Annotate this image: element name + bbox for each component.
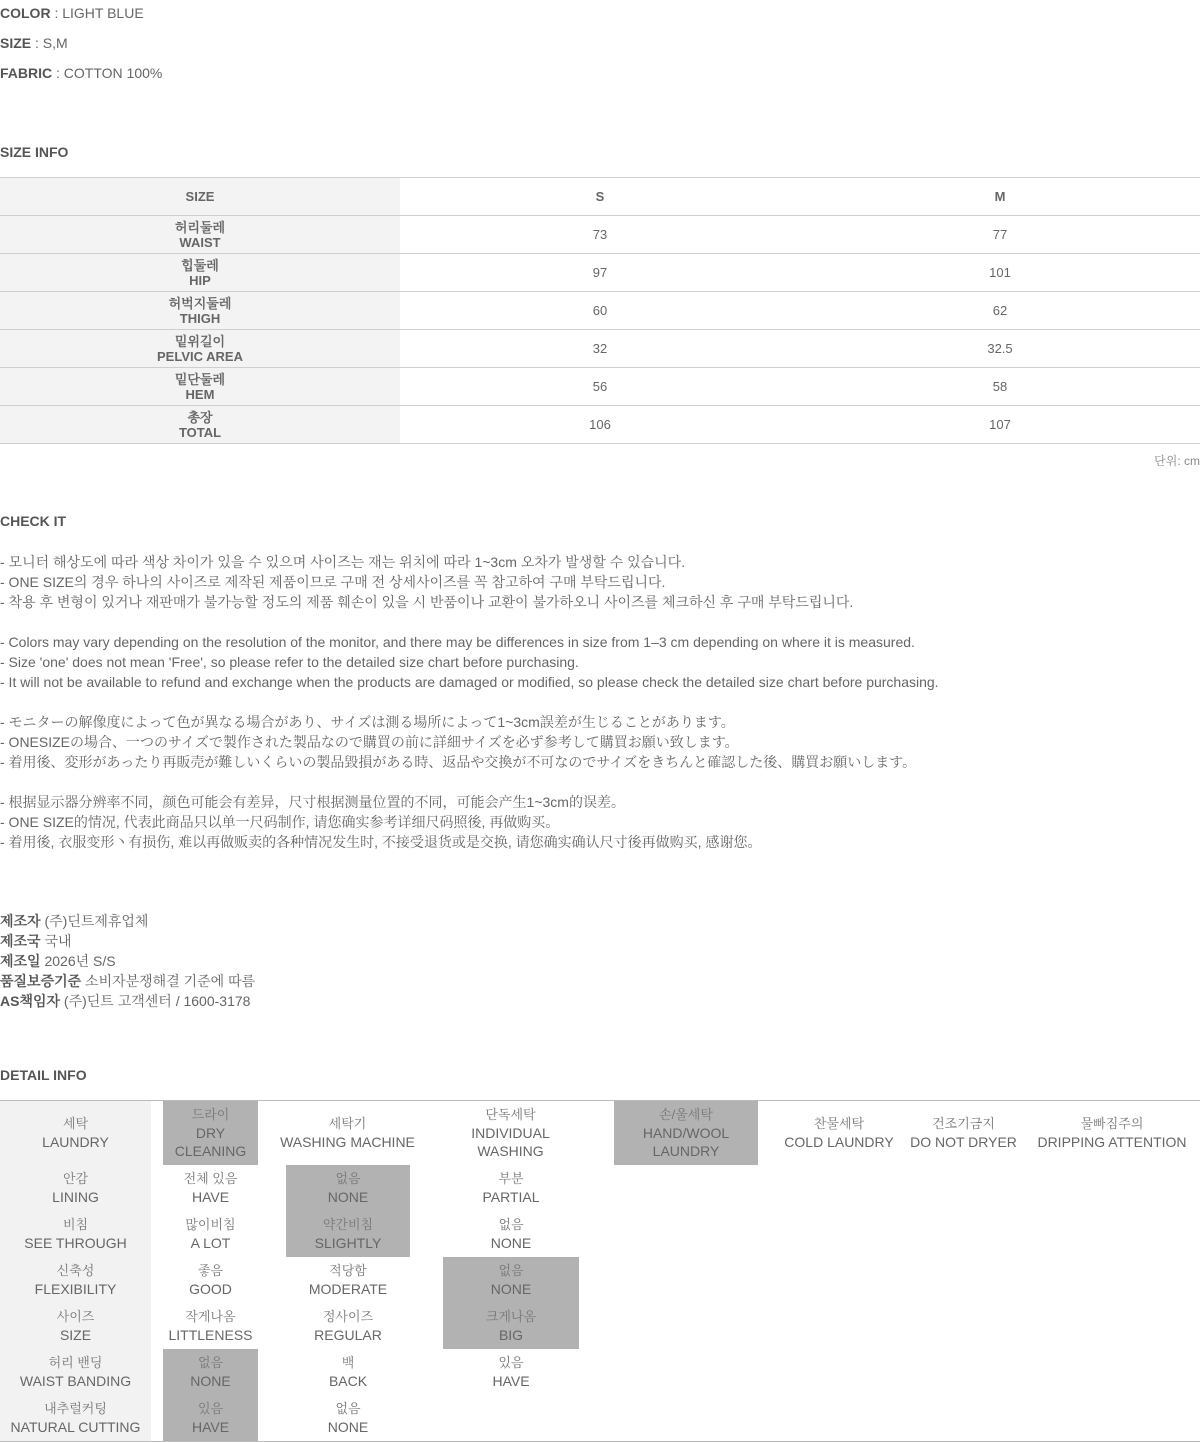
option-en: GOOD <box>189 1281 232 1297</box>
option-en: DRY CLEANING <box>174 1125 247 1159</box>
spec-size <box>0 35 68 51</box>
row-label-en: TOTAL <box>178 424 222 440</box>
detail-row-label <box>0 1349 151 1395</box>
option-ko: 부분 <box>498 1171 524 1186</box>
detail-label-ko: 세탁 <box>62 1116 89 1131</box>
option-en: BIG <box>498 1327 524 1343</box>
option-ko: 크게나옴 <box>485 1309 537 1324</box>
spec-label: COLOR <box>0 5 51 21</box>
row-label-en: HIP <box>189 272 211 288</box>
option-en: DRIPPING ATTENTION <box>1037 1134 1187 1150</box>
table-row <box>0 216 1200 254</box>
option-ko: 많이비침 <box>185 1217 236 1232</box>
row-label <box>0 330 400 368</box>
detail-row-label <box>0 1395 151 1441</box>
detail-row-label <box>0 1257 151 1303</box>
row-label-ko: 총장 <box>187 409 213 425</box>
note-line: - 着用後、変形があったり再販売が難しいくらいの製品毀損がある時、返品や交換が不可なのでサイズをきちんと確認した後、購買お願いします。 <box>0 754 917 770</box>
option-ko: 손/울세탁 <box>659 1107 713 1122</box>
option-en: LITTLENESS <box>168 1327 253 1343</box>
option-en: A LOT <box>190 1235 231 1251</box>
manufacturer-line <box>0 911 255 931</box>
row-label-ko: 힙둘레 <box>181 257 219 273</box>
check-it-title: CHECK IT <box>0 513 67 529</box>
option-en: COLD LAUNDRY <box>784 1134 894 1150</box>
option-ko: 정사이즈 <box>322 1309 374 1324</box>
manufacturer-label: AS책임자 <box>0 993 61 1009</box>
option-ko: 약간비침 <box>322 1217 374 1232</box>
table-cell: 107 <box>800 406 1200 444</box>
detail-row-label <box>0 1101 151 1165</box>
option-ko: 물빠짐주의 <box>1080 1116 1144 1131</box>
manufacturer-value: 소비자분쟁해결 기준에 따름 <box>81 973 256 989</box>
table-cell: 97 <box>400 254 800 292</box>
spec-fabric <box>0 65 162 81</box>
note-line: - モニターの解像度によって色が異なる場合があり、サイズは測る場所によって1~3cm誤差が生じることがあります。 <box>0 714 735 730</box>
detail-label-en: LAUNDRY <box>42 1134 109 1150</box>
detail-option-selected <box>286 1165 410 1211</box>
option-en: PARTIAL <box>482 1189 540 1205</box>
note-line: - Size 'one' does not mean 'Free', so please refer to the detailed size chart before purchasing. <box>0 654 579 670</box>
detail-option <box>443 1211 579 1257</box>
detail-option <box>1030 1101 1194 1165</box>
row-label-ko: 밑단둘레 <box>174 371 226 387</box>
unit-note: 단위: cm <box>1154 454 1200 468</box>
table-row <box>0 254 1200 292</box>
option-ko: 없음 <box>335 1171 361 1186</box>
option-ko: 단독세탁 <box>485 1107 536 1122</box>
option-en: BACK <box>328 1373 368 1389</box>
option-en: DO NOT DRYER <box>910 1134 1017 1150</box>
spec-value: : S,M <box>31 35 68 51</box>
table-cell: 73 <box>400 216 800 254</box>
detail-option <box>286 1303 410 1349</box>
manufacturer-line <box>0 951 255 971</box>
detail-option-selected <box>286 1211 410 1257</box>
note-line: - ONE SIZE的情况, 代表此商品只以单一尺码制作, 请您确实参考详细尺码照後, 再做购买。 <box>0 814 560 830</box>
spec-value: : COTTON 100% <box>52 65 163 81</box>
note-line: - 착용 후 변형이 있거나 재판매가 불가능할 정도의 제품 훼손이 있을 시 반품이나 교환이 불가하오니 사이즈를 체크하신 후 구매 부탁드립니다. <box>0 594 854 610</box>
detail-row-label <box>0 1211 151 1257</box>
note-line: - ONESIZEの場合、一つのサイズで製作された製品なので購買の前に詳細サイズを必ず参考して購買お願い致します。 <box>0 734 739 750</box>
option-en: NONE <box>490 1281 532 1297</box>
option-ko: 있음 <box>197 1401 224 1416</box>
detail-option <box>163 1211 258 1257</box>
option-ko: 없음 <box>498 1263 524 1278</box>
manufacturer-value: 국내 <box>40 933 72 949</box>
option-en: NONE <box>190 1373 231 1389</box>
option-en: HAVE <box>492 1373 530 1389</box>
option-en: NONE <box>490 1235 532 1251</box>
note-line: - It will not be available to refund and exchange when the products are damaged or modified, so please check the detailed size chart before purchasing. <box>0 674 939 690</box>
check-it-notes <box>0 552 939 852</box>
option-ko: 없음 <box>498 1217 524 1232</box>
detail-option <box>775 1101 903 1165</box>
option-en: HAND/WOOL LAUNDRY <box>642 1125 730 1159</box>
table-cell: 106 <box>400 406 800 444</box>
note-line: - ONE SIZE의 경우 하나의 사이즈로 제작된 제품이므로 구매 전 상세사이즈를 꼭 참고하여 구매 부탁드립니다. <box>0 574 666 590</box>
detail-option <box>163 1303 258 1349</box>
table-cell: 101 <box>800 254 1200 292</box>
manufacturer-info <box>0 911 255 1011</box>
detail-label-ko: 허리 밴딩 <box>48 1355 103 1370</box>
option-en: HAVE <box>191 1189 230 1205</box>
manufacturer-value: 2026년 S/S <box>40 953 116 969</box>
option-ko: 전체 있음 <box>183 1171 238 1186</box>
option-en: INDIVIDUAL WASHING <box>471 1125 550 1159</box>
manufacturer-line <box>0 971 255 991</box>
note-line: - 着用後, 衣服变形丶有损伤, 难以再做贩卖的各种情况发生时, 不接受退货或是交换, 请您确实确认尺寸後再做购买, 感谢您。 <box>0 834 762 850</box>
option-en: NONE <box>327 1419 369 1435</box>
detail-option <box>903 1101 1024 1165</box>
detail-label-ko: 신축성 <box>56 1263 95 1278</box>
option-en: MODERATE <box>308 1281 388 1297</box>
option-en: HAVE <box>191 1419 230 1435</box>
option-ko: 작게나옴 <box>185 1309 236 1324</box>
size-table-header <box>0 178 1200 216</box>
table-cell: 62 <box>800 292 1200 330</box>
manufacturer-line <box>0 931 255 951</box>
size-header-label: SIZE <box>0 178 400 216</box>
detail-option-selected <box>443 1257 579 1303</box>
detail-label-ko: 안감 <box>62 1171 89 1186</box>
detail-option-selected <box>614 1101 758 1165</box>
row-label-en: PELVIC AREA <box>157 348 243 364</box>
option-en: SLIGHTLY <box>314 1235 382 1251</box>
size-header-m: M <box>800 178 1200 216</box>
detail-option <box>163 1257 258 1303</box>
option-en: WASHING MACHINE <box>280 1134 415 1150</box>
detail-option <box>443 1349 579 1395</box>
table-cell: 32 <box>400 330 800 368</box>
row-label-ko: 허벅지둘레 <box>168 295 232 311</box>
detail-option-selected <box>163 1101 258 1165</box>
size-info-title: SIZE INFO <box>0 144 69 160</box>
spec-label: SIZE <box>0 35 32 51</box>
row-label <box>0 406 400 444</box>
detail-option <box>163 1165 258 1211</box>
row-label-en: THIGH <box>179 310 221 326</box>
row-label <box>0 254 400 292</box>
option-ko: 있음 <box>498 1355 524 1370</box>
option-ko: 건조기금지 <box>932 1116 995 1131</box>
note-line: - 모니터 해상도에 따라 색상 차이가 있을 수 있으며 사이즈는 재는 위치에 따라 1~3cm 오차가 발생할 수 있습니다. <box>0 554 686 570</box>
detail-label-ko: 사이즈 <box>56 1309 95 1324</box>
option-ko: 좋음 <box>197 1263 224 1278</box>
option-ko: 백 <box>341 1355 355 1370</box>
detail-label-ko: 내추럴커팅 <box>44 1401 107 1416</box>
option-ko: 드라이 <box>191 1107 230 1122</box>
option-en: REGULAR <box>314 1327 382 1343</box>
table-row <box>0 292 1200 330</box>
row-label-ko: 밑위길이 <box>174 333 226 349</box>
detail-option <box>443 1165 579 1211</box>
detail-option <box>286 1395 410 1441</box>
row-label <box>0 368 400 406</box>
detail-option-selected <box>163 1395 258 1441</box>
size-table <box>0 177 1200 444</box>
option-ko: 적당함 <box>329 1263 367 1278</box>
detail-option <box>440 1101 581 1165</box>
row-label-en: WAIST <box>179 234 221 250</box>
row-label <box>0 292 400 330</box>
detail-label-en: SEE THROUGH <box>24 1235 127 1251</box>
table-cell: 32.5 <box>800 330 1200 368</box>
detail-option-selected <box>163 1349 258 1395</box>
manufacturer-label: 제조국 <box>0 933 41 949</box>
detail-label-ko: 비침 <box>62 1217 89 1232</box>
manufacturer-value: (주)딘트제휴업체 <box>40 913 149 929</box>
table-cell: 77 <box>800 216 1200 254</box>
manufacturer-label: 제조자 <box>0 913 41 929</box>
detail-option-selected <box>443 1303 579 1349</box>
note-line: - Colors may vary depending on the resolution of the monitor, and there may be differences in size from 1–3 cm depending on where it is measured. <box>0 634 915 650</box>
manufacturer-value: (주)딘트 고객센터 / 1600-3178 <box>60 993 251 1009</box>
option-en: NONE <box>327 1189 369 1205</box>
detail-label-en: WAIST BANDING <box>19 1373 132 1389</box>
spec-color <box>0 5 144 21</box>
detail-info-grid <box>0 1100 1200 1442</box>
option-ko: 없음 <box>335 1401 361 1416</box>
row-label-en: HEM <box>185 386 215 402</box>
detail-option <box>286 1349 410 1395</box>
table-row <box>0 406 1200 444</box>
table-cell: 58 <box>800 368 1200 406</box>
row-label-ko: 허리둘레 <box>174 219 226 235</box>
table-row <box>0 330 1200 368</box>
detail-row-label <box>0 1165 151 1211</box>
detail-label-en: SIZE <box>59 1327 92 1343</box>
detail-info-title: DETAIL INFO <box>0 1067 87 1083</box>
detail-label-en: FLEXIBILITY <box>34 1281 117 1297</box>
manufacturer-line <box>0 991 255 1011</box>
detail-option <box>275 1101 420 1165</box>
option-ko: 세탁기 <box>328 1116 367 1131</box>
option-ko: 찬물세탁 <box>813 1116 865 1131</box>
row-label <box>0 216 400 254</box>
table-cell: 60 <box>400 292 800 330</box>
manufacturer-label: 품질보증기준 <box>0 973 82 989</box>
detail-row-label <box>0 1303 151 1349</box>
option-ko: 없음 <box>197 1355 224 1370</box>
spec-value: : LIGHT BLUE <box>50 5 144 21</box>
manufacturer-label: 제조일 <box>0 953 41 969</box>
note-line: - 根据显示器分辨率不同，颜色可能会有差异，尺寸根据测量位置的不同，可能会产生1~3cm的误差。 <box>0 794 625 810</box>
spec-label: FABRIC <box>0 65 53 81</box>
table-row <box>0 368 1200 406</box>
detail-label-en: NATURAL CUTTING <box>10 1419 141 1435</box>
detail-label-en: LINING <box>52 1189 99 1205</box>
table-cell: 56 <box>400 368 800 406</box>
detail-option <box>286 1257 410 1303</box>
size-header-s: S <box>400 178 800 216</box>
